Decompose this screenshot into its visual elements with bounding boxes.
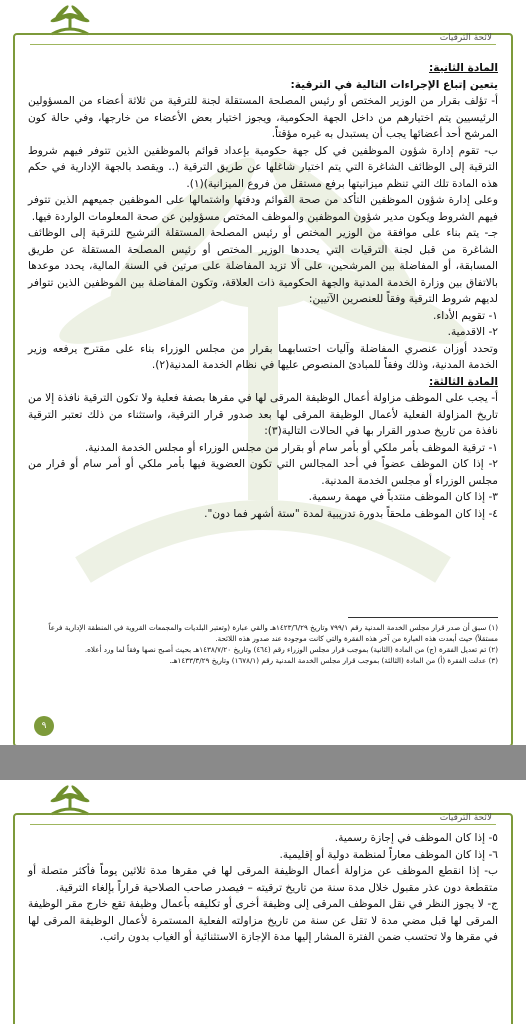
paragraph-c-continued: وتحدد أوزان عنصري المفاضلة وآليات احتسابهما بقرار من مجلس الوزراء بناء على مقترح يرفعه وزير الخدمة المدنية، وذلك وفقاً للمبادئ المنصوص عليها في نظام الخدمة المدنية(٢). xyxy=(28,342,498,371)
case-item-2: ٢- إذا كان الموظف عضواً في أحد المجالس التي تكون العضوية فيها بأمر ملكي أو أمر سام أو قرار من مجلس الوزراء أو مجلس الخدمة المدنية. xyxy=(28,458,498,487)
paragraph-c: جـ- يتم بناء على موافقة من الوزير المختص أو رئيس المصلحة المستقلة الترشيح للترقية إلى الوظائف الشاغرة من قبل لجنة الترقيات التي يحددها الوزير المختص أو رئيس المصلحة المستقلة عن طريق المسابقة، أو المفاضلة بين المرشحين، على ألا تزيد المفاضلة على مرتين في السنة المالية، يحدد موعدها بالاتفاق بين وزارة الخدمة المدنية والجهة الحكومية ذات العلاقة، وتكون المفاضلة بين الموظفين الذين تتوافر لديهم شروط الترقية وفقاً للعنصرين الآتيين: xyxy=(28,227,498,305)
paragraph-b: ب- تقوم إدارة شؤون الموظفين في كل جهة حكومية بإعداد قوائم بالموظفين الذين تتوفر فيهم شروط الترقية إلى الوظائف الشاغرة التي يتم اختيار شاغلها عن طريق الترقية (.. ويقصد بالجهة الإدارية في حكم هذه المادة تلك التي تنظم ميزانيتها برفع مستقل من فروع الميزانية)(١). xyxy=(28,144,498,190)
footnote-1: (١) سبق أن صدر قرار مجلس الخدمة المدنية رقم ٧٩٩/١ وتاريخ ١٤٢٣/٦/٢٩هـ والقي عبارة (وتعتبر البلديات والمجمعات القروية في المنطقة الإدارية فرعاً مستقلاً) حيث أبعدت هذه العبارة من آخر هذه الفقرة والتي كانت موجودة عند صدور هذه اللائحة. xyxy=(48,623,498,643)
article-2-intro: يتعين إتباع الإجراءات التالية في الترقية: xyxy=(290,78,498,91)
header-label: لائحة الترقيات xyxy=(439,813,492,823)
page-1-body xyxy=(28,60,498,522)
case-item-4: ٤- إذا كان الموظف ملحقاً بدورة تدريبية لمدة "ستة أشهر فما دون". xyxy=(204,507,498,520)
footnote-2: (٢) تم تعديل الفقرة (ج) من المادة (الثانية) بموجب قرار مجلس الوزراء رقم (٤٦٤) وتاريخ ١٤٣٨/٧/٢٠هـ بحيث أصبح نصها وفقاً لما ورد أعلاه. xyxy=(84,645,498,654)
case-item-1: ١- ترقية الموظف بأمر ملكي أو بأمر سام أو بقرار من مجلس الوزراء أو مجلس الخدمة المدنية. xyxy=(84,441,498,454)
case-item-6: ٦- إذا كان الموظف معاراً لمنظمة دولية أو إقليمية. xyxy=(279,848,498,861)
header-divider xyxy=(30,824,496,825)
footnote-3: (٣) عدلت الفقرة (أ) من المادة (الثالثة) بموجب قرار مجلس الخدمة المدنية رقم (١٦٧٨/١) وتاريخ ١٤٣٣/٣/٢٩هـ. xyxy=(169,656,498,665)
page-2-body xyxy=(28,830,498,946)
list-item-1: ١- تقويم الأداء. xyxy=(432,309,498,322)
case-item-5: ٥- إذا كان الموظف في إجازة رسمية. xyxy=(334,832,498,844)
footnote-divider xyxy=(348,617,498,618)
header-label: لائحة الترقيات xyxy=(439,33,492,43)
article-3-title: المادة الثالثة: xyxy=(429,375,498,388)
case-item-3: ٣- إذا كان الموظف منتدباً في مهمة رسمية. xyxy=(308,491,498,503)
page-number: ٩ xyxy=(34,716,54,736)
article-2-title: المادة الثانية: xyxy=(429,62,498,74)
list-item-2: ٢- الاقدمية. xyxy=(447,326,498,338)
document-page-2 xyxy=(0,780,526,1024)
page-gap xyxy=(0,745,526,780)
header-divider xyxy=(30,44,496,45)
paragraph-b-continued: وعلى إدارة شؤون الموظفين التأكد من صحة القوائم ودقتها واشتمالها على الموظفين جميعهم الذين تتوفر فيهم الشروط ويكون مدير شؤون الموظفين والموظف المختص مسؤولين عن صحة المعلومات الواردة فيها. xyxy=(28,194,498,223)
paragraph-3b: ب- إذا انقطع الموظف عن مزاولة أعمال الوظيفة المرقى لها في مقرها مدة ثلاثين يوماً فأكثر متصلة أو متقطعة دون عذر مقبول خلال مدة سنة من تاريخ ترقيته – فيصدر صاحب الصلاحية قراراً بإلغاء الترقية. xyxy=(28,865,498,894)
footnotes xyxy=(28,622,498,666)
paragraph-3c: ج- لا يجوز النظر في نقل الموظف المرقى إلى وظيفة أخرى أو تكليفه بأعمال وظيفة تقع خارج مقر الوظيفة المرقى لها قبل مضي مدة لا تقل عن سنة من تاريخ مزاولته الفعلية المستمرة لأعمال الوظيفة المرقى لها في مقرها ولا تحتسب ضمن الفترة المشار إليها مدة الإجازة الاستثنائية أو الغياب بدون راتب. xyxy=(28,898,498,943)
paragraph-3a: أ- يجب على الموظف مزاولة أعمال الوظيفة المرقى لها في مقرها بصفة فعلية ولا تكون الترقية نافذة إلا من تاريخ المزاولة الفعلية لأعمال الوظيفة المرقى لها بعد صدور قرار الترقية، واستثناء من ذلك تعتبر الترقية نافذة من تاريخ صدور القرار بها في الحالات التالية(٣): xyxy=(28,392,498,437)
paragraph-a: أ- تؤلف بقرار من الوزير المختص أو رئيس المصلحة المستقلة لجنة للترقية من ثلاثة أعضاء من المسؤولين الرئيسيين يتم اختيارهم من داخل الجهة الحكومية، ويجوز اختيار بعض الأعضاء من خارجها، وفي حالة كون المرشح أحد أعضائها يجب أن يستبدل به غيره مؤقتاً. xyxy=(28,95,498,140)
